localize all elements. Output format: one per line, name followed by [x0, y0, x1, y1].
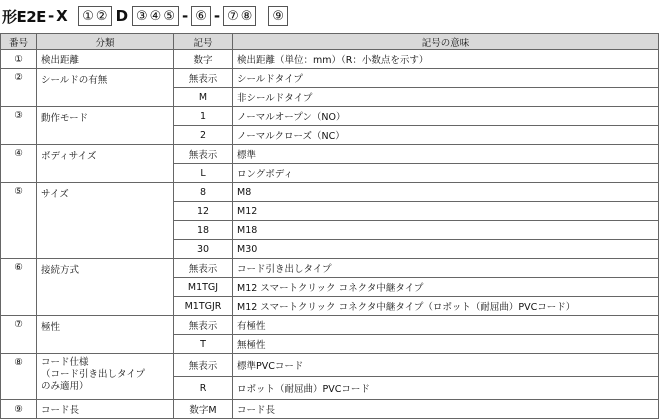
- row-symbol: 無表示: [174, 259, 233, 278]
- code-slot: ⑧: [240, 8, 253, 24]
- header-category: 分類: [37, 34, 174, 50]
- row-number: ⑥: [1, 259, 37, 316]
- row-category: コード長: [37, 400, 174, 419]
- row-meaning: コード引き出しタイプ: [233, 259, 659, 278]
- header-meaning: 記号の意味: [233, 34, 659, 50]
- row-symbol: 2: [174, 126, 233, 145]
- hyphen-1: -: [47, 7, 55, 25]
- row-symbol: 1: [174, 107, 233, 126]
- code-box-1: [78, 6, 111, 26]
- row-symbol: R: [174, 377, 233, 400]
- row-meaning: 検出距離（単位：mm）（R：小数点を示す）: [233, 50, 659, 69]
- code-box-4: [223, 6, 256, 26]
- code-slot: ⑤: [163, 8, 175, 24]
- table-row: [1, 259, 659, 278]
- row-category: サイズ: [37, 183, 174, 259]
- row-category: コード仕様 （コード引き出しタイプ のみ適用）: [37, 354, 174, 400]
- code-box-3: [191, 6, 211, 26]
- row-symbol: 18: [174, 221, 233, 240]
- model-code-table: [0, 33, 659, 419]
- row-meaning: コード長: [233, 400, 659, 419]
- row-meaning: M12 スマートクリック コネクタ中継タイプ（ロボット（耐屈曲）PVCコード）: [233, 297, 659, 316]
- table-row: [1, 69, 659, 88]
- row-category: 接続方式: [37, 259, 174, 316]
- row-meaning: 標準: [233, 145, 659, 164]
- code-slot: ⑥: [195, 8, 207, 24]
- row-meaning: 無極性: [233, 335, 659, 354]
- code-slot: ④: [149, 8, 162, 24]
- code-slot: ③: [136, 8, 148, 24]
- row-symbol: 無表示: [174, 145, 233, 164]
- row-meaning: ノーマルオープン（NO）: [233, 107, 659, 126]
- row-number: ⑨: [1, 400, 37, 419]
- model-code-title: [2, 4, 289, 28]
- row-category: シールドの有無: [37, 69, 174, 107]
- row-meaning: ロングボディ: [233, 164, 659, 183]
- code-slot: ⑨: [272, 8, 285, 24]
- row-number: ④: [1, 145, 37, 183]
- row-meaning: ノーマルクローズ（NC）: [233, 126, 659, 145]
- row-number: ⑤: [1, 183, 37, 259]
- code-box-5: [268, 6, 288, 26]
- table-row: [1, 400, 659, 419]
- row-meaning: 非シールドタイプ: [233, 88, 659, 107]
- row-category: 検出距離: [37, 50, 174, 69]
- table-row: [1, 316, 659, 335]
- header-number: 番号: [1, 34, 37, 50]
- row-symbol: M1TGJ: [174, 278, 233, 297]
- row-number: ②: [1, 69, 37, 107]
- table-row: [1, 354, 659, 377]
- row-symbol: 30: [174, 240, 233, 259]
- row-symbol: 数字M: [174, 400, 233, 419]
- row-symbol: 無表示: [174, 354, 233, 377]
- row-symbol: 12: [174, 202, 233, 221]
- row-meaning: M18: [233, 221, 659, 240]
- row-meaning: M12 スマートクリック コネクタ中継タイプ: [233, 278, 659, 297]
- row-number: ③: [1, 107, 37, 145]
- row-symbol: 無表示: [174, 69, 233, 88]
- row-category: 極性: [37, 316, 174, 354]
- table-row: [1, 183, 659, 202]
- row-category: ボディサイズ: [37, 145, 174, 183]
- row-symbol: M1TGJR: [174, 297, 233, 316]
- table-row: [1, 50, 659, 69]
- row-number: ⑦: [1, 316, 37, 354]
- row-symbol: M: [174, 88, 233, 107]
- code-slot: ⑦: [227, 8, 239, 24]
- row-symbol: 8: [174, 183, 233, 202]
- row-meaning: 標準PVCコード: [233, 354, 659, 377]
- hyphen-2: -: [181, 7, 189, 25]
- hyphen-3: -: [213, 7, 221, 25]
- table-row: [1, 145, 659, 164]
- row-meaning: M8: [233, 183, 659, 202]
- code-slot: ②: [95, 8, 108, 24]
- table-header-row: [1, 34, 659, 50]
- row-meaning: M30: [233, 240, 659, 259]
- code-slot: ①: [82, 8, 94, 24]
- row-number: ⑧: [1, 354, 37, 400]
- row-symbol: 無表示: [174, 316, 233, 335]
- row-meaning: シールドタイプ: [233, 69, 659, 88]
- code-box-2: [132, 6, 179, 26]
- model-x: X: [56, 7, 68, 25]
- model-d: D: [115, 7, 129, 25]
- row-meaning: M12: [233, 202, 659, 221]
- row-category: 動作モード: [37, 107, 174, 145]
- row-symbol: T: [174, 335, 233, 354]
- header-symbol: 記号: [174, 34, 233, 50]
- table-body: [1, 50, 659, 419]
- table-row: [1, 107, 659, 126]
- model-prefix: 形E2E: [2, 7, 46, 26]
- row-symbol: 数字: [174, 50, 233, 69]
- row-meaning: ロボット（耐屈曲）PVCコード: [233, 377, 659, 400]
- row-number: ①: [1, 50, 37, 69]
- row-symbol: L: [174, 164, 233, 183]
- row-meaning: 有極性: [233, 316, 659, 335]
